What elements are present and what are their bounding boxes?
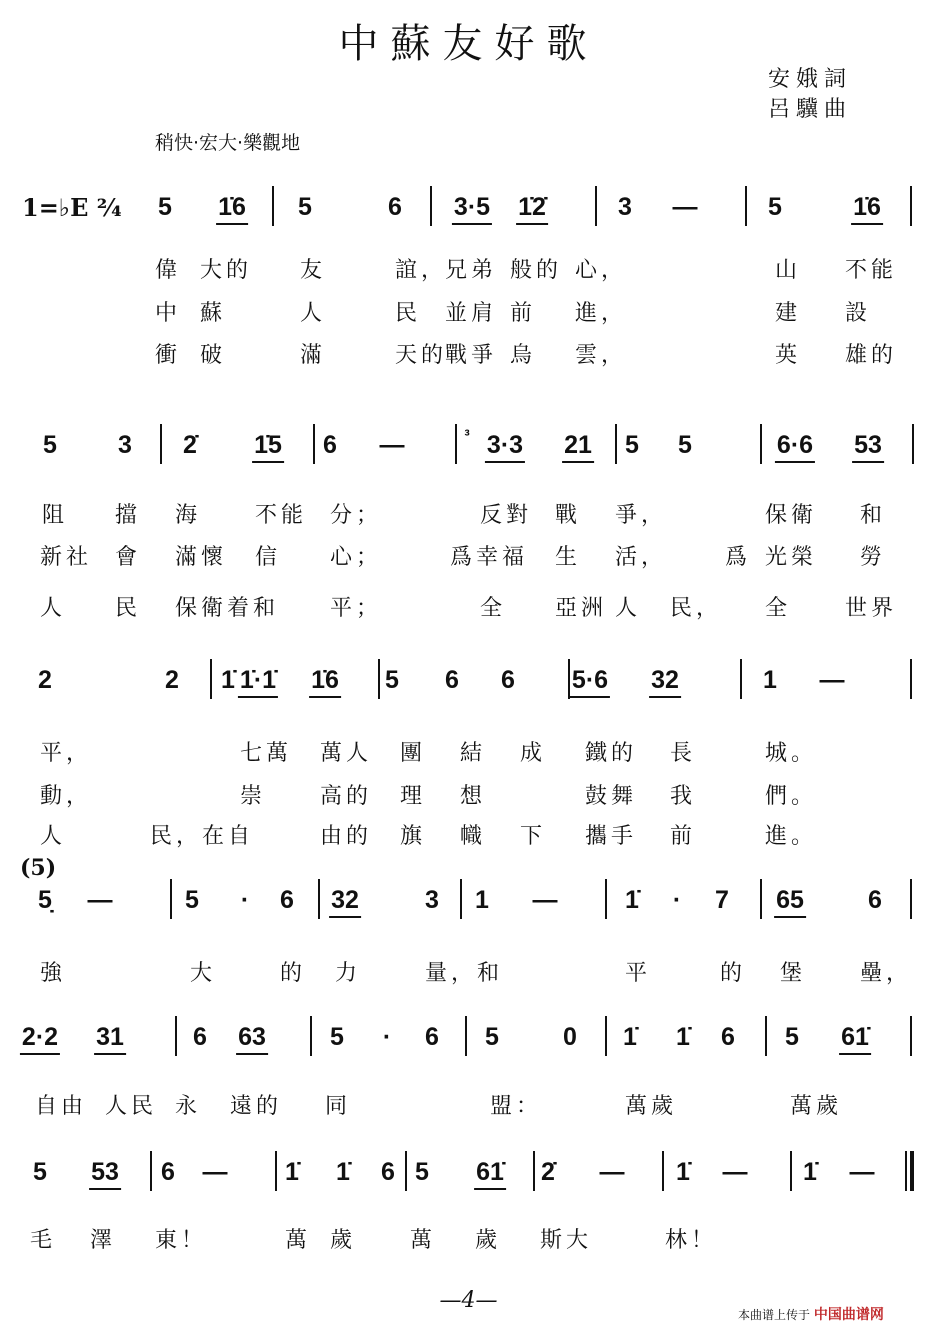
note: 32 (649, 665, 681, 698)
note: 1 (763, 666, 777, 694)
note: 1̇ (623, 1023, 637, 1051)
bar-line (460, 879, 462, 919)
note: 1̇ (285, 1158, 299, 1186)
bar-line (912, 424, 914, 464)
note: 5 (385, 666, 399, 694)
lyric-word: 盟： (490, 1094, 543, 1119)
bar-line (430, 186, 432, 226)
lyric-word: 民， (670, 596, 723, 621)
note: 3 (618, 193, 632, 221)
lyric-word: 不能 (255, 503, 308, 528)
note: 2 (165, 666, 179, 694)
note-extension-dash: — (532, 886, 558, 914)
note: 6 (721, 1023, 735, 1051)
lyric-word: 戰 (555, 503, 582, 528)
lyric-word: 民，在自 (150, 824, 255, 849)
note: 5 (43, 431, 57, 459)
note: 6 (445, 666, 459, 694)
lyric-word: 動， (40, 784, 93, 809)
lyric-word: 自由 (35, 1094, 88, 1119)
note: 5 (415, 1158, 429, 1186)
lyric-word: 同 (325, 1094, 352, 1119)
note-extension-dash: — (599, 1158, 625, 1186)
lyric-word: 衝 (155, 343, 182, 368)
lyric-word: 誼， (395, 258, 448, 283)
lyric-word: 人民 (105, 1094, 158, 1119)
lyric-word: 蘇 (200, 301, 227, 326)
bar-line (595, 186, 597, 226)
note: 5 (330, 1023, 344, 1051)
lyric-word: 們。 (765, 784, 818, 809)
lyric-word: 堡 (780, 961, 807, 986)
note: 2 (38, 666, 52, 694)
lyric-word: 和 (860, 503, 887, 528)
note: 5 (678, 431, 692, 459)
bar-line (150, 1151, 152, 1191)
note: 6 (425, 1023, 439, 1051)
lyric-word: 山 (775, 258, 802, 283)
bar-line (910, 659, 912, 699)
lyric-word: 大的 (200, 258, 253, 283)
lyric-word: 滿懷 (175, 545, 228, 570)
bar-line (605, 1016, 607, 1056)
lyric-word: 全 (480, 596, 507, 621)
note: 5 (33, 1158, 47, 1186)
note-extension-dash: — (849, 1158, 875, 1186)
bar-line (760, 424, 762, 464)
lyric-word: 雄的 (845, 343, 898, 368)
lyric-word: 中 (155, 301, 182, 326)
note: 3 (118, 431, 132, 459)
final-bar-line (905, 1151, 907, 1191)
bar-line (318, 879, 320, 919)
lyric-word: 城。 (765, 741, 818, 766)
lyric-word: 斯大 (540, 1228, 593, 1253)
note-extension-dash: — (87, 886, 113, 914)
lyric-word: 阻 (42, 503, 69, 528)
note: · (672, 886, 682, 914)
note: 1̇ (676, 1158, 690, 1186)
lyric-word: 分； (330, 503, 383, 528)
note: ³ (464, 428, 470, 445)
lyric-word: 由的 (320, 824, 373, 849)
lyric-word: 進。 (765, 824, 818, 849)
note: 0 (563, 1023, 577, 1051)
lyric-word: 前 (510, 301, 537, 326)
note: 1̇ (336, 1158, 350, 1186)
note-extension-dash: — (722, 1158, 748, 1186)
lyric-word: 的 (280, 961, 307, 986)
note: 1̇6 (216, 192, 248, 225)
lyric-word: 心； (330, 545, 383, 570)
composer-credit: 呂驥曲 (768, 97, 853, 122)
note: 63 (236, 1022, 268, 1055)
note: · (240, 886, 250, 914)
lyric-word: 兄弟 (445, 258, 498, 283)
bar-line (378, 659, 380, 699)
note: 6 (193, 1023, 207, 1051)
note: 61̇ (839, 1022, 871, 1055)
lyric-word: 遠的 (230, 1094, 283, 1119)
lyric-word: 生 (555, 545, 582, 570)
note: 61̇ (474, 1157, 506, 1190)
bar-line (910, 186, 912, 226)
lyric-word: 永 (175, 1094, 202, 1119)
note: 1̇6 (851, 192, 883, 225)
lyric-word: 長 (670, 741, 697, 766)
note: 6·6 (775, 430, 815, 463)
lyric-word: 信 (255, 545, 282, 570)
bar-line (765, 1016, 767, 1056)
lyric-word: 破 (200, 343, 227, 368)
lyric-word: 力 (335, 961, 362, 986)
lyric-word: 英 (775, 343, 802, 368)
bar-line (615, 424, 617, 464)
note: 6 (280, 886, 294, 914)
lyric-word: 平 (625, 961, 652, 986)
note: · (382, 1023, 392, 1051)
bar-line (465, 1016, 467, 1056)
page-number: —4— (439, 1288, 498, 1313)
lyric-word: 七萬 (240, 741, 293, 766)
lyric-word: 保衛 (765, 503, 818, 528)
lyric-word: 滿 (300, 343, 327, 368)
note: 1̇ (625, 886, 639, 914)
note: 53 (89, 1157, 121, 1190)
note: 5 (158, 193, 172, 221)
bar-line (533, 1151, 535, 1191)
tempo-marking: 稍快·宏大·樂觀地 (155, 132, 301, 154)
lyric-word: 萬 (410, 1228, 437, 1253)
lyric-word: 天的 (395, 343, 448, 368)
note: 65 (774, 885, 806, 918)
lyric-word: 團 (400, 741, 427, 766)
lyric-word: 人 (40, 596, 67, 621)
lyric-word: 擋 (115, 503, 142, 528)
note: 2̇ (541, 1158, 555, 1186)
bar-line (745, 186, 747, 226)
lyric-word: 光榮 (765, 545, 818, 570)
lyric-word: 爭， (615, 503, 668, 528)
lyric-word: 前 (670, 824, 697, 849)
lyric-word: 高的 (320, 784, 373, 809)
lyric-word: 結 (460, 741, 487, 766)
bar-line (760, 879, 762, 919)
bar-line (910, 879, 912, 919)
final-bar-line (910, 1151, 914, 1191)
note: 3·3 (485, 430, 525, 463)
bar-line (740, 659, 742, 699)
note-extension-dash: — (202, 1158, 228, 1186)
note: 5̣ (38, 886, 52, 914)
bar-line (605, 879, 607, 919)
bar-line (455, 424, 457, 464)
lyric-word: 會 (115, 545, 142, 570)
note: 21 (562, 430, 594, 463)
lyric-word: 幟 (460, 824, 487, 849)
note: 1̇6 (309, 665, 341, 698)
lyric-word: 萬人 (320, 741, 373, 766)
lyric-word: 爲幸福 (450, 545, 529, 570)
note: 5·6 (570, 665, 610, 698)
note: 5 (298, 193, 312, 221)
lyric-word: 新社 (40, 545, 93, 570)
lyric-word: 雲， (575, 343, 628, 368)
lyric-word: 戰爭 (445, 343, 498, 368)
lyric-word: 下 (520, 824, 547, 849)
note: 32 (329, 885, 361, 918)
bar-line (275, 1151, 277, 1191)
lyric-word: 旗 (400, 824, 427, 849)
note: 3 (425, 886, 439, 914)
lyric-word: 成 (520, 741, 547, 766)
lyric-word: 不能 (845, 258, 898, 283)
lyric-word: 人 (40, 824, 67, 849)
lyricist-credit: 安娥詞 (768, 67, 853, 92)
lyric-word: 保衛着和 (175, 596, 280, 621)
note: 5 (785, 1023, 799, 1051)
lyric-word: 萬歲 (790, 1094, 843, 1119)
lyric-word: 人 (300, 301, 327, 326)
lyric-word: 般的 (510, 258, 563, 283)
lyric-word: 進， (575, 301, 628, 326)
note-extension-dash: — (379, 431, 405, 459)
lyric-word: 民 (395, 301, 422, 326)
lyric-word: 澤 (90, 1228, 117, 1253)
lyric-word: 友 (300, 258, 327, 283)
lyric-word: 我 (670, 784, 697, 809)
lyric-word: 強 (40, 961, 67, 986)
note: 1̇5 (252, 430, 284, 463)
lyric-word: 設 (845, 301, 872, 326)
note-extension-dash: — (672, 193, 698, 221)
lyric-word: 世界 (845, 596, 898, 621)
note-extension-dash: — (819, 666, 845, 694)
note: 1̇·1̇ (238, 665, 278, 698)
watermark (738, 1304, 884, 1324)
note: 31 (94, 1022, 126, 1055)
bar-line (310, 1016, 312, 1056)
lyric-word: 理 (400, 784, 427, 809)
lyric-word: 的 (720, 961, 747, 986)
note: 1̇ (676, 1023, 690, 1051)
note: 1̇ (221, 666, 235, 694)
lyric-word: 大 (190, 961, 217, 986)
bar-line (313, 424, 315, 464)
note: 1̇ (803, 1158, 817, 1186)
lyric-word: 勞 (860, 545, 887, 570)
lyric-word: 人 (615, 596, 642, 621)
lyric-word: 林！ (665, 1228, 718, 1253)
bar-line (272, 186, 274, 226)
bar-line (568, 659, 570, 699)
lyric-word: 歲 (475, 1228, 502, 1253)
lyric-word: 鐵的 (585, 741, 638, 766)
note: 6 (381, 1158, 395, 1186)
bar-line (170, 879, 172, 919)
lyric-word: 爲 (725, 545, 752, 570)
note: 5 (185, 886, 199, 914)
lyric-word: 全 (765, 596, 792, 621)
bar-line (175, 1016, 177, 1056)
note: 53 (852, 430, 884, 463)
bar-line (405, 1151, 407, 1191)
note: 6 (501, 666, 515, 694)
note: 7 (715, 886, 729, 914)
lyric-word: 海 (175, 503, 202, 528)
note: 6 (868, 886, 882, 914)
lyric-word: 歲 (330, 1228, 357, 1253)
note: 6 (161, 1158, 175, 1186)
lyric-word: 活， (615, 545, 668, 570)
lyric-word: 想 (460, 784, 487, 809)
note: 3·5 (452, 192, 492, 225)
note: 5 (768, 193, 782, 221)
song-title: 中蘇友好歌 (338, 21, 599, 67)
bar-line (210, 659, 212, 699)
lyric-word: 東！ (155, 1228, 208, 1253)
lyric-word: 毛 (30, 1228, 57, 1253)
bar-line (160, 424, 162, 464)
lyric-word: 量，和 (425, 961, 504, 986)
note: 6 (323, 431, 337, 459)
lyric-word: 壘， (860, 961, 913, 986)
lyric-word: 平； (330, 596, 383, 621)
repeat-marker: (5) (20, 855, 57, 881)
lyric-word: 反對 (480, 503, 533, 528)
key-signature: 1=♭E ²⁄₄ (22, 193, 122, 222)
lyric-word: 攜手 (585, 824, 638, 849)
lyric-word: 鼓舞 (585, 784, 638, 809)
lyric-word: 烏 (510, 343, 537, 368)
note: 2·2 (20, 1022, 60, 1055)
watermark-site: 中国曲谱网 (813, 1307, 884, 1323)
lyric-word: 亞洲 (555, 596, 608, 621)
lyric-word: 萬歲 (625, 1094, 678, 1119)
lyric-word: 萬 (285, 1228, 312, 1253)
bar-line (790, 1151, 792, 1191)
lyric-word: 民 (115, 596, 142, 621)
note: 6 (388, 193, 402, 221)
note: 5 (625, 431, 639, 459)
bar-line (910, 1016, 912, 1056)
lyric-word: 崇 (240, 784, 267, 809)
lyric-word: 心， (575, 258, 628, 283)
bar-line (662, 1151, 664, 1191)
lyric-word: 並肩 (445, 301, 498, 326)
note: 2̇ (183, 431, 197, 459)
note: 5 (485, 1023, 499, 1051)
note: 1̇2̇ (516, 192, 548, 225)
watermark-prefix: 本曲谱上传于 (738, 1308, 811, 1322)
lyric-word: 建 (775, 301, 802, 326)
note: 1 (475, 886, 489, 914)
lyric-word: 偉 (155, 258, 182, 283)
lyric-word: 平， (40, 741, 93, 766)
